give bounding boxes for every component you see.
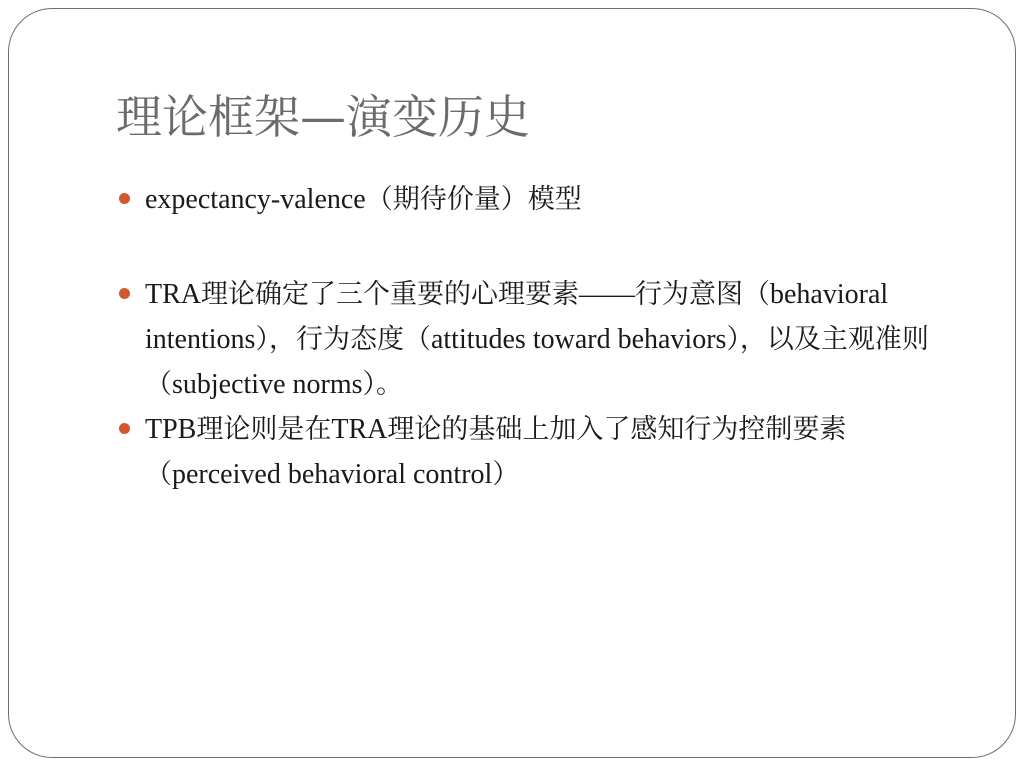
bullet-text-segment: （期待价量）模型 — [365, 184, 582, 215]
bullet-text-segment: ） — [492, 459, 520, 490]
bullet-text-segment: perceived behavioral control — [172, 459, 493, 490]
bullet-marker-icon — [119, 423, 130, 434]
bullet-list — [119, 177, 949, 497]
bullet-text-segment: ），行为态度（ — [255, 324, 431, 355]
bullet-text-segment: ）。 — [362, 369, 404, 400]
bullet-item — [119, 272, 949, 407]
bullet-text-segment: 理论则是在 — [196, 414, 332, 445]
bullet-text-segment: ），以及主观准则（ — [145, 324, 929, 400]
bullet-text-segment: 行为意图（ — [635, 279, 770, 310]
bullet-item — [119, 407, 949, 497]
bullet-item — [119, 177, 949, 222]
bullet-text-segment: 理论确定了三个重要的心理要素 — [201, 279, 579, 310]
bullet-text-segment: TRA — [145, 279, 201, 310]
bullet-text-segment: —— — [579, 279, 635, 310]
slide-title: 理论框架—演变历史 — [116, 90, 530, 144]
bullet-text-segment: attitudes toward behaviors — [430, 324, 727, 355]
bullet-text-segment: TRA — [331, 414, 388, 445]
slide-frame — [8, 8, 1016, 758]
bullet-text-segment: TPB — [145, 414, 197, 445]
bullet-marker-icon — [119, 193, 130, 204]
bullet-text-segment: expectancy-valence — [145, 184, 366, 215]
bullet-text-segment: 理论的基础上加入了感知行为控制要素（ — [145, 414, 847, 490]
bullet-text-segment: subjective norms — [172, 369, 363, 400]
bullet-text-segment: behavioral intentions — [145, 279, 889, 355]
bullet-marker-icon — [119, 288, 130, 299]
